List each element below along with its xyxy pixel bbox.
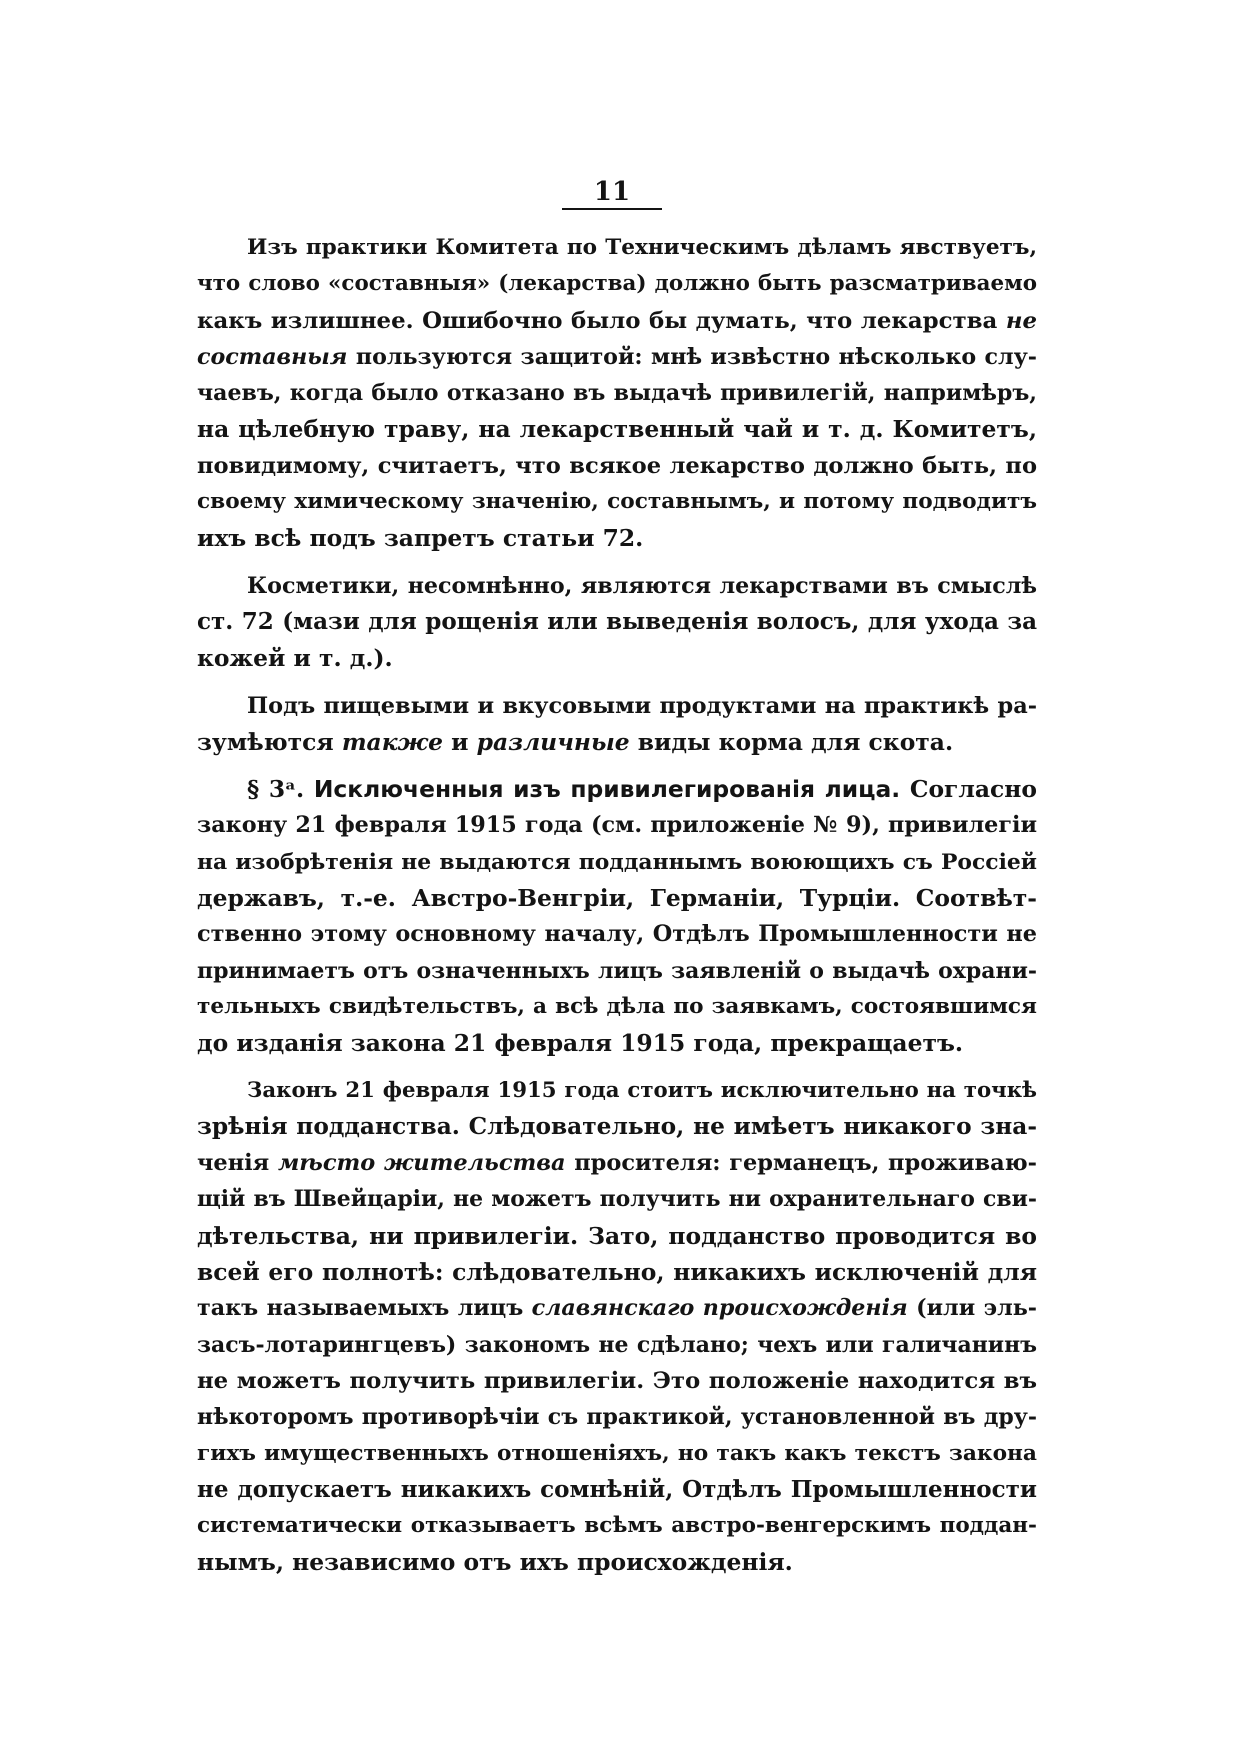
text-line: тельныхъ свидѣтельствъ, а всѣ дѣла по заявкамъ, состоявшимся — [197, 993, 1037, 1019]
text-line: не допускаетъ никакихъ сомнѣній, Отдѣлъ Промышленности — [197, 1475, 1037, 1503]
text-line — [197, 1145, 1037, 1181]
text-line: повидимому, считаетъ, что всякое лекарство должно быть, по — [197, 452, 1037, 479]
paragraph-1 — [197, 230, 1037, 557]
italic-run: различные — [476, 727, 630, 756]
text-line: на цѣлебную траву, на лекарственный чай и т. д. Комитетъ, — [197, 415, 1037, 444]
paragraph-3 — [197, 688, 1037, 761]
text-line: всей его полнотѣ: слѣдовательно, никакихъ исключеній для — [197, 1258, 1037, 1287]
text-line — [197, 1290, 1037, 1326]
text-line: Изъ практики Комитета по Техническимъ дѣламъ явствуетъ, — [247, 235, 1037, 260]
text-line: принимаетъ отъ означенныхъ лицъ заявленій о выдачѣ охрани- — [197, 957, 1037, 984]
text-line: что слово «составныя» (лекарства) должно быть разсматриваемо — [197, 271, 1037, 297]
text-line — [197, 303, 1037, 339]
text-line: чаевъ, когда было отказано въ выдачѣ привилегій, напримѣръ, — [197, 380, 1037, 407]
text-line: нымъ, независимо отъ ихъ происхожденія. — [197, 1548, 793, 1577]
text-line: на изобрѣтенія не выдаются подданнымъ воюющихъ съ Россіей — [197, 848, 1037, 875]
paragraph-gap — [197, 760, 1037, 771]
paragraph-gap — [197, 1062, 1037, 1073]
text-run: и — [442, 727, 477, 756]
text-line — [197, 339, 1037, 375]
text-line: дѣтельства, ни привилегіи. Зато, подданство проводится во — [197, 1221, 1037, 1250]
text-run: (или эль- — [907, 1295, 1037, 1322]
text-run: ченія — [197, 1150, 278, 1177]
text-line: кожей и т. д.). — [197, 644, 393, 673]
text-line: Законъ 21 февраля 1915 года стоитъ исключительно на точкѣ — [247, 1077, 1037, 1103]
text-line: щій въ Швейцаріи, не можетъ получить ни охранительнаго сви- — [197, 1186, 1037, 1213]
text-line — [197, 771, 1037, 807]
text-line: Косметики, несомнѣнно, являются лекарствами въ смыслѣ — [247, 572, 1037, 599]
text-line: своему химическому значенію, составнымъ, и потому подводитъ — [197, 489, 1037, 515]
italic-run: не — [1005, 307, 1037, 334]
page-number-rule — [562, 208, 662, 210]
text-run: какъ излишнее. Ошибочно было бы думать, что лекарства — [197, 307, 1006, 334]
text-line: до изданія закона 21 февраля 1915 года, прекращаетъ. — [197, 1029, 964, 1058]
text-run: такъ называемыхъ лицъ — [197, 1295, 532, 1322]
text-line: систематически отказываетъ всѣмъ австро-венгерскимъ поддан- — [197, 1513, 1037, 1539]
text-line: ихъ всѣ подъ запретъ статьи 72. — [197, 524, 644, 553]
italic-run: мѣсто жительства — [277, 1150, 566, 1177]
text-line: Подъ пищевыми и вкусовыми продуктами на практикѣ ра- — [247, 692, 1037, 719]
paragraph-gap — [197, 557, 1037, 568]
text-run: виды корма для скота. — [629, 727, 954, 756]
text-line: нѣкоторомъ противорѣчіи съ практикой, установленной въ дру- — [197, 1404, 1037, 1431]
section-mark: § 3ᵃ. — [247, 775, 305, 804]
text-line: ственно этому основному началу, Отдѣлъ Промышленности не — [197, 921, 1037, 948]
paragraph-gap — [197, 677, 1037, 688]
text-line: ст. 72 (мази для рощенія или выведенія волосъ, для ухода за — [197, 607, 1037, 635]
text-run: Согласно — [900, 775, 1037, 804]
text-line: не можетъ получить привилегіи. Это положеніе находится въ — [197, 1367, 1037, 1394]
text-line: засъ-лотарингцевъ) закономъ не сдѣлано; чехъ или галичанинъ — [197, 1331, 1037, 1358]
italic-run: также — [341, 727, 443, 756]
text-line: закону 21 февраля 1915 года (см. приложеніе № 9), привилегіи — [197, 812, 1037, 839]
text-run: пользуются защитой: мнѣ извѣстно нѣсколько слу- — [347, 343, 1037, 370]
text-run: просителя: германецъ, проживаю- — [565, 1150, 1037, 1177]
paragraph-5 — [197, 1073, 1037, 1581]
text-line — [197, 724, 1037, 760]
italic-run: славянскаго происхожденія — [531, 1295, 908, 1322]
section-heading: Исключенныя изъ привилегированія лица. — [313, 775, 901, 804]
page-body — [197, 230, 1037, 1581]
text-line: державъ, т.-е. Австро-Венгріи, Германіи, Турціи. Соотвѣт- — [197, 884, 1037, 913]
text-line: зрѣнія подданства. Слѣдовательно, не имѣетъ никакого зна- — [197, 1112, 1037, 1140]
paragraph-2 — [197, 568, 1037, 677]
text-run: зумѣются — [197, 727, 342, 756]
text-line: гихъ имущественныхъ отношеніяхъ, но такъ какъ текстъ закона — [197, 1440, 1037, 1466]
page-number: 11 — [593, 177, 631, 207]
paragraph-4 — [197, 771, 1037, 1061]
italic-run: составныя — [197, 343, 348, 370]
